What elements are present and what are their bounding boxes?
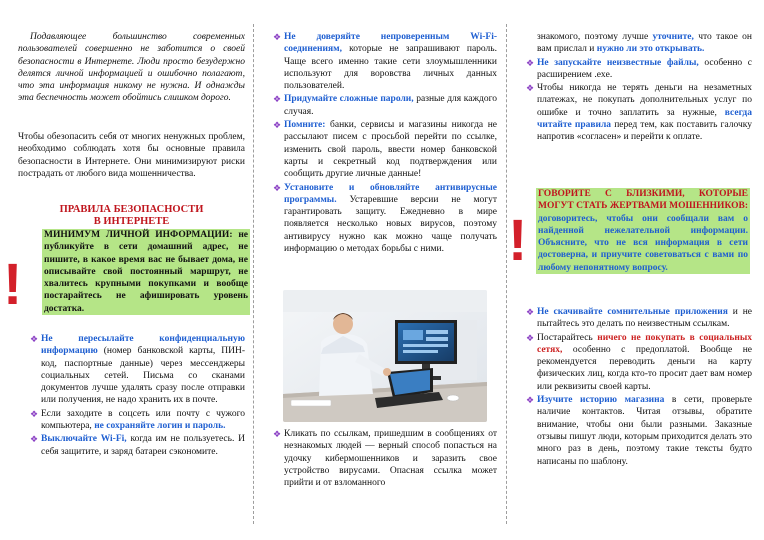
highlight-text: уточните,	[652, 32, 694, 42]
list-item	[273, 93, 497, 118]
list-item	[526, 82, 752, 143]
item-text: (номер банковской карты, ПИН-код, паспортные данные) через мессенджеры социальных сетей. Письма со сканами документов лучше удалять сразу после отправки или получения, не надо хранить их в почте.	[41, 346, 245, 406]
highlight-text: Помните:	[284, 120, 326, 131]
item-text: когда им не пользуетесь. И себя защитите, и заряд батареи сэкономите.	[41, 434, 246, 457]
talk-body: договоритесь, чтобы они сообщали вам о найденной нежелательной информации. Объясните, что не вся информация в сети достоверна, и приучите советоваться с вами по любому непонятному вопросу.	[538, 213, 748, 273]
item-text: Чтобы никогда не терять деньги на незаметных платежах, не покупать дополнительных услуг по ошибке и точно заплатить за нужные,	[537, 83, 752, 118]
list-item	[273, 182, 497, 256]
column-1	[0, 0, 253, 540]
intro-text: Чтобы обезопасить себя от многих ненужных проблем, необходимо соблюдать хотя бы основные правила безопасности в Интернете. Они минимизируют риски пострадать от любого вида мошенничества.	[18, 132, 245, 179]
list-item	[273, 119, 497, 180]
item-text: что такое он вам прислал и	[537, 32, 752, 55]
item-text: особенно с расширением .exe.	[537, 57, 752, 80]
minimum-info-text	[44, 229, 248, 315]
item-text: которые не запрашивают пароль. Чаще всего именно такие сети злоумышленники используют для воровства личных данных пользователей.	[284, 44, 497, 92]
highlight-text: всегда читайте правила	[537, 107, 752, 131]
list-item	[273, 31, 497, 92]
minimum-info-title: МИНИМУМ ЛИЧНОЙ ИНФОРМАЦИИ:	[44, 230, 233, 240]
bullet-icon: ❖	[30, 334, 39, 344]
highlight-text: нужно ли это открывать.	[596, 44, 705, 55]
item-text: Если заходите в соцсеть или почту с чужого компьютера,	[41, 408, 245, 432]
talk-title: ГОВОРИТЕ С БЛИЗКИМИ, КОТОРЫЕ МОГУТ СТАТЬ ЖЕРТВАМИ МОШЕННИКОВ:	[538, 189, 748, 212]
list-item	[526, 332, 752, 393]
list-item	[30, 333, 245, 407]
item-text: знакомого, поэтому лучше	[537, 32, 649, 42]
bullet-icon: ❖	[30, 434, 39, 445]
list-item	[526, 306, 752, 331]
item-text: Кликать по ссылкам, пришедшим в сообщениях от незнакомых людей — верный способ попасться на удочку кибермошенников и заразить свое устройство вирусами. Опасная ссылка может прийти и от взломанного	[284, 429, 497, 489]
rules-list-2b	[273, 428, 497, 490]
item-text: перед тем, как поставить галочку напротив «согласен» и перейти к оплате.	[537, 120, 753, 143]
bullet-icon: ❖	[273, 94, 282, 105]
rules-list-3b	[526, 306, 752, 469]
bullet-icon: ❖	[526, 57, 535, 68]
list-item-continuation	[526, 31, 752, 56]
highlight-text: не сохраняйте логин и пароль.	[94, 421, 226, 432]
highlight-text: Изучите историю магазина	[537, 395, 665, 406]
rules-list-3	[526, 31, 752, 145]
section-heading	[18, 204, 245, 228]
list-item	[30, 408, 245, 433]
highlight-text: Выключайте Wi-Fi,	[41, 434, 127, 445]
heading-line: ПРАВИЛА БЕЗОПАСНОСТИ	[59, 204, 204, 215]
bullet-icon: ❖	[526, 83, 535, 94]
highlight-text: Не скачивайте сомнительные приложения	[537, 307, 728, 317]
list-item	[526, 57, 752, 82]
exclamation-icon: !	[508, 208, 528, 273]
highlight-text: Придумайте сложные пароли,	[284, 94, 414, 105]
talk-to-relatives-box	[536, 188, 750, 274]
column-3	[506, 0, 764, 540]
rules-list-2	[273, 31, 497, 256]
item-text: и не пытайтесь это делать по неизвестным ссылкам.	[537, 307, 753, 330]
column-2	[253, 0, 506, 540]
list-item	[526, 394, 752, 468]
heading-line: В ИНТЕРНЕТЕ	[93, 216, 170, 227]
list-item	[30, 433, 245, 458]
highlight-text: ничего не покупать в социальных сетях,	[537, 332, 752, 355]
highlight-text: Не доверяйте непроверенным Wi-Fi-соединениям,	[284, 32, 497, 55]
minimum-info-box	[42, 229, 250, 315]
item-text: в сети, проверьте наличие контактов. Читая отзывы, обратите внимание, чтобы они были разными. Заказные отзывы пишут люди, которым приходится делать это много раз в день, поэтому такие тексты будто написаны по шаблону.	[537, 395, 752, 467]
bullet-icon: ❖	[526, 332, 535, 343]
exclamation-icon: !	[3, 252, 23, 317]
photo-illustration	[283, 290, 487, 422]
bullet-icon: ❖	[526, 307, 535, 317]
item-text: особенно с предоплатой. Вообще не рекомендуется переводить деньги на карту физических лиц, когда кто-то просит дает вам номер или реквизиты своей карты.	[537, 344, 752, 392]
minimum-info-body: не публикуйте в сети домашний адрес, не пишите, в какое время вас не бывает дома, не описывайте свой постоянный маршрут, не хвалитесь крупными покупками и вообще постарайтесь не афишировать уровень достатка.	[44, 230, 249, 314]
highlight-text: Не пересылайте конфиденциальную информацию	[41, 334, 245, 357]
list-item	[273, 428, 497, 489]
highlight-text: Установите и обновляйте антивирусные программы.	[284, 182, 497, 205]
intro-italic: Подавляющее большинство современных пользователей совершенно не заботится о своей безопасности в Интернете. Люди просто безудержно делятся личной информацией и ошибочно полагают, что эта информация никому не нужна. И однажды эта беспечность может обойтись слишком дорого.	[18, 32, 245, 104]
bullet-icon: ❖	[273, 182, 282, 193]
item-text: Постарайтесь	[537, 332, 593, 343]
item-text: банки, сервисы и магазины никогда не рассылают писем с просьбой перейти по ссылке, изменить свой пароль, ввести номер банковской карты и секретный код подтверждения или сообщить другие личные данные!	[284, 120, 498, 180]
man-working-on-laptop-photo	[283, 290, 487, 422]
item-text: Устаревшие версии не могут гарантировать защиту. Ежедневно в мире появляется несколько новых вирусов, поэтому антивирусу нужно как можно чаще получать информацию о методах борьбы с ними.	[284, 194, 498, 255]
rules-list-1	[30, 333, 245, 459]
bullet-icon: ❖	[30, 408, 39, 419]
highlight-text: Не запускайте неизвестные файлы,	[537, 57, 699, 68]
item-text: разные для каждого случая.	[284, 94, 498, 117]
bullet-icon: ❖	[273, 429, 282, 439]
bullet-icon: ❖	[526, 395, 535, 406]
bullet-icon: ❖	[273, 32, 282, 42]
bullet-icon: ❖	[273, 120, 282, 131]
